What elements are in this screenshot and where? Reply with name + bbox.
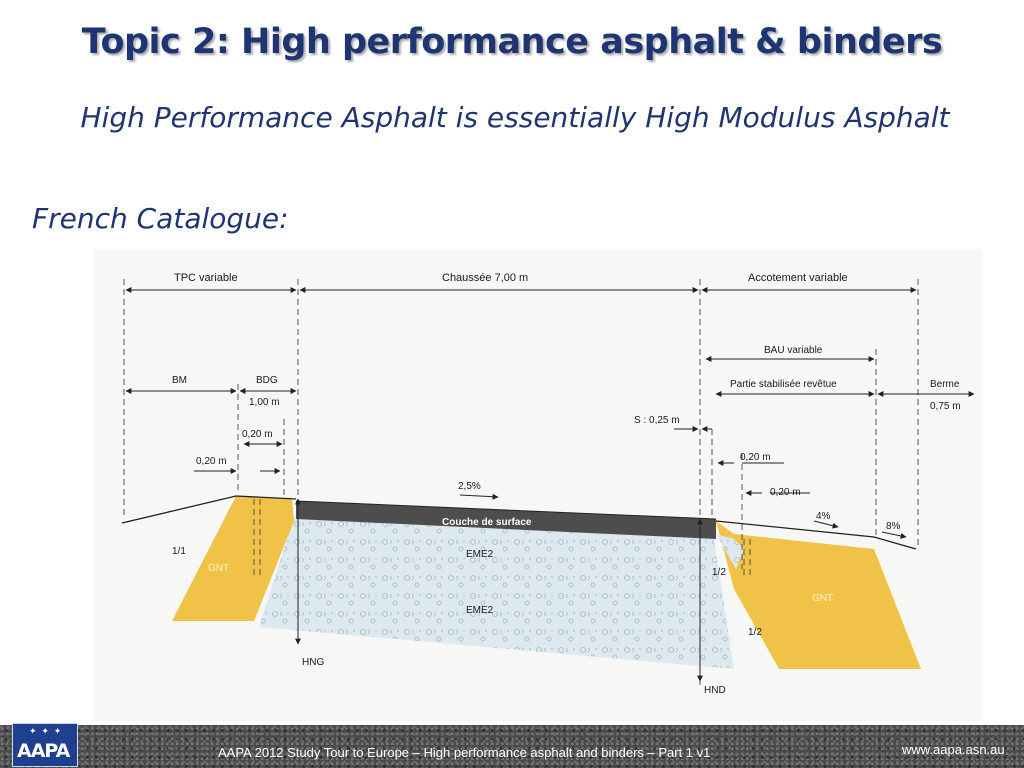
aapa-logo-text: AAPA xyxy=(17,740,70,762)
bdg-label: BDG xyxy=(256,375,278,386)
berme-label: Berme xyxy=(930,379,960,390)
bau-variable-label: BAU variable xyxy=(764,345,823,356)
eme2-bottom-label: EME2 xyxy=(466,605,494,616)
road-cross-section-figure xyxy=(94,249,982,721)
offset-020-d-label: 0,20 m xyxy=(770,487,801,498)
aapa-logo xyxy=(12,723,78,767)
couche-de-surface-label: Couche de surface xyxy=(442,517,532,528)
gnt-right-label: GNT xyxy=(812,593,834,604)
ratio-right-a-label: 1/2 xyxy=(712,567,726,578)
hnd-label: HND xyxy=(704,685,726,696)
bm-label: BM xyxy=(172,375,187,386)
eme2-top-label: EME2 xyxy=(466,549,494,560)
french-catalogue-label: French Catalogue: xyxy=(32,202,289,235)
slide-subtitle: High Performance Asphalt is essentially High Modulus Asphalt xyxy=(80,101,950,134)
offset-020-c-label: 0,20 m xyxy=(740,452,771,463)
s-025-label: S : 0,25 m xyxy=(634,415,680,426)
accotement-label: Accotement variable xyxy=(748,272,848,284)
gnt-left-label: GNT xyxy=(208,563,230,574)
eme2-base-layer xyxy=(259,517,734,669)
footer-url[interactable]: www.aapa.asn.au xyxy=(902,742,1005,757)
star-icon: ✦ ✦ ✦ xyxy=(29,727,63,737)
tpc-variable-label: TPC variable xyxy=(174,272,238,284)
offset-020-b-label: 0,20 m xyxy=(196,456,227,467)
slope-25-label: 2,5% xyxy=(458,481,481,492)
partie-stabilisee-label: Partie stabilisée revêtue xyxy=(730,379,837,390)
berme-width-label: 0,75 m xyxy=(930,401,961,412)
chaussee-label: Chaussée 7,00 m xyxy=(442,272,529,284)
bdg-width-label: 1,00 m xyxy=(249,397,280,408)
offset-020-a-label: 0,20 m xyxy=(242,429,273,440)
hng-label: HNG xyxy=(302,657,325,668)
slide-title: Topic 2: High performance asphalt & binders xyxy=(81,22,943,62)
ratio-right-b-label: 1/2 xyxy=(748,627,762,638)
slope-4-label: 4% xyxy=(816,511,831,522)
cross-section-diagram xyxy=(94,249,982,721)
slope-8-label: 8% xyxy=(886,521,901,532)
footer-caption: AAPA 2012 Study Tour to Europe – High performance asphalt and binders – Part 1 v1 xyxy=(218,745,711,760)
ratio-left-label: 1/1 xyxy=(172,546,186,557)
